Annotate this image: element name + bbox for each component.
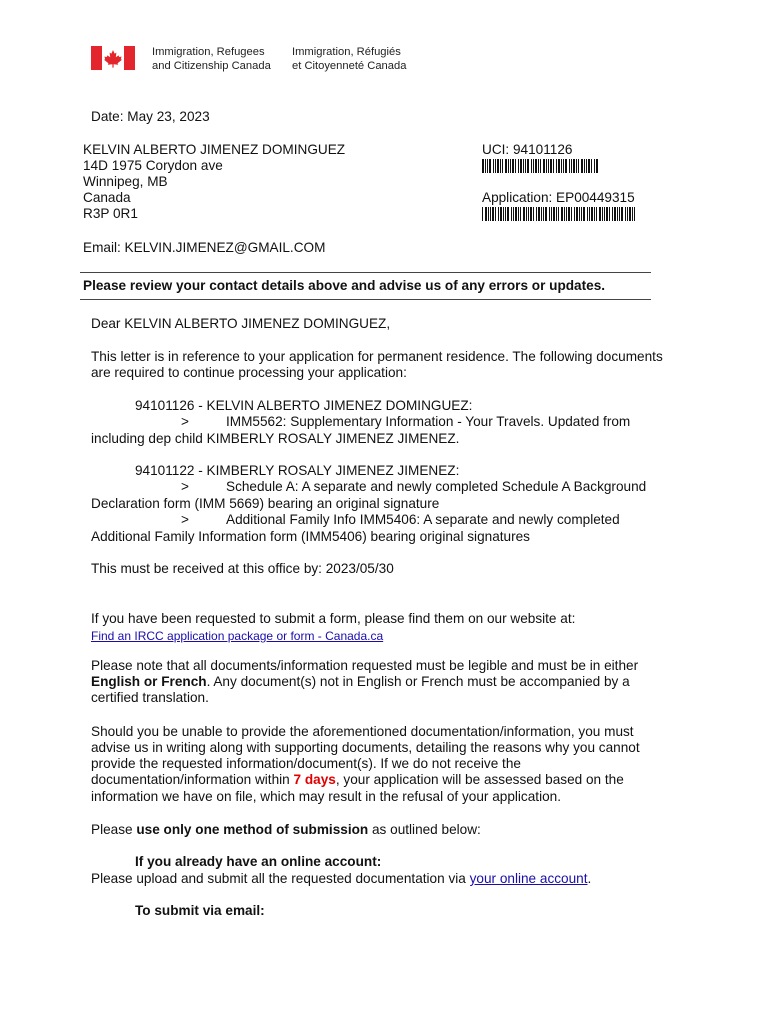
application-number: Application: EP00449315: [482, 190, 635, 205]
barcode-bar: [490, 207, 491, 221]
barcode-bar: [579, 207, 580, 221]
barcode-bar: [543, 159, 545, 173]
barcode-bar: [495, 159, 496, 173]
barcode-bar: [602, 207, 603, 221]
barcode-bar: [571, 159, 572, 173]
address-line: Winnipeg, MB: [83, 174, 168, 189]
barcode-bar: [520, 207, 521, 221]
barcode-bar: [523, 207, 525, 221]
barcode-bar: [594, 159, 595, 173]
legibility-line: certified translation.: [91, 690, 209, 705]
barcode-bar: [498, 207, 499, 221]
requested-document-cont: Declaration form (IMM 5669) bearing an original signature: [91, 496, 440, 511]
method-text: Please: [91, 822, 137, 837]
barcode-bar: [606, 207, 608, 221]
barcode-bar: [568, 207, 570, 221]
barcode-bar: [485, 159, 486, 173]
barcode-bar: [508, 159, 509, 173]
online-text: .: [587, 871, 592, 886]
barcode-bar: [485, 207, 487, 221]
barcode-bar: [540, 159, 541, 173]
barcode-bar: [530, 207, 532, 221]
person-header: 94101122 - KIMBERLY ROSALY JIMENEZ JIMENEZ:: [135, 463, 460, 478]
uci-barcode: [482, 159, 598, 173]
unable-line: [91, 772, 624, 788]
legibility-text: . Any document(s) not in English or French must be accompanied by a: [206, 674, 630, 689]
barcode-bar: [627, 207, 628, 221]
online-account-heading: If you already have an online account:: [135, 854, 382, 869]
online-account-link[interactable]: your online account: [469, 871, 588, 886]
item-marker: >: [181, 414, 189, 429]
requested-document: IMM5562: Supplementary Information - Your Travels. Updated from: [226, 414, 631, 429]
barcode-bar: [545, 207, 547, 221]
barcode-bar: [505, 207, 506, 221]
item-marker: >: [181, 512, 189, 527]
barcode-bar: [594, 207, 595, 221]
barcode-bar: [566, 207, 567, 221]
deadline: This must be received at this office by: 2023/05/30: [91, 561, 394, 576]
barcode-bar: [518, 207, 519, 221]
barcode-bar: [487, 159, 488, 173]
address-line: 14D 1975 Corydon ave: [83, 158, 223, 173]
barcode-bar: [520, 159, 522, 173]
forms-link[interactable]: Find an IRCC application package or form - Canada.ca: [91, 629, 384, 643]
address-line: Canada: [83, 190, 131, 205]
barcode-bar: [543, 207, 544, 221]
barcode-bar: [551, 207, 552, 221]
unable-line: information we have on file, which may result in the refusal of your application.: [91, 789, 561, 804]
barcode-bar: [531, 159, 532, 173]
salutation: Dear KELVIN ALBERTO JIMENEZ DOMINGUEZ,: [91, 316, 391, 331]
barcode-bar: [578, 159, 579, 173]
barcode-bar: [488, 207, 489, 221]
barcode-bar: [507, 207, 509, 221]
notice-bottom-rule: [80, 299, 651, 300]
barcode-bar: [561, 207, 563, 221]
intro-line: are required to continue processing your application:: [91, 365, 407, 380]
barcode-bar: [550, 159, 552, 173]
method-text: as outlined below:: [368, 822, 481, 837]
barcode-bar: [565, 159, 567, 173]
barcode-bar: [589, 207, 590, 221]
barcode-bar: [586, 159, 587, 173]
dept-name-en-line1: Immigration, Refugees: [152, 46, 265, 58]
forms-info: If you have been requested to submit a form, please find them on our website at:: [91, 611, 576, 626]
barcode-bar: [599, 207, 601, 221]
barcode-bar: [541, 207, 542, 221]
unable-line: provide the requested information/document(s). If we do not receive the: [91, 756, 521, 771]
unable-text: , your application will be assessed based on the: [335, 772, 624, 787]
barcode-bar: [515, 207, 517, 221]
barcode-bar: [596, 207, 597, 221]
barcode-bar: [563, 159, 564, 173]
barcode-bar: [505, 159, 507, 173]
barcode-bar: [569, 159, 570, 173]
barcode-bar: [612, 207, 613, 221]
barcode-bar: [581, 159, 583, 173]
barcode-bar: [564, 207, 565, 221]
contact-email: Email: KELVIN.JIMENEZ@GMAIL.COM: [83, 240, 326, 255]
barcode-bar: [614, 207, 616, 221]
barcode-bar: [515, 159, 516, 173]
barcode-bar: [591, 207, 593, 221]
barcode-bar: [581, 207, 582, 221]
unable-line: Should you be unable to provide the aforementioned documentation/information, you must: [91, 724, 634, 739]
barcode-bar: [619, 207, 620, 221]
barcode-bar: [527, 159, 529, 173]
barcode-bar: [629, 207, 631, 221]
legibility-line: [91, 674, 630, 690]
barcode-bar: [535, 159, 537, 173]
barcode-bar: [561, 159, 562, 173]
barcode-bar: [632, 207, 633, 221]
method-emphasis: use only one method of submission: [136, 822, 369, 837]
barcode-bar: [538, 207, 540, 221]
barcode-bar: [553, 159, 554, 173]
barcode-bar: [526, 207, 527, 221]
person-header: 94101126 - KELVIN ALBERTO JIMENEZ DOMINGUEZ:: [135, 398, 473, 413]
barcode-bar: [583, 207, 585, 221]
barcode-bar: [492, 207, 494, 221]
canada-flag-icon: [91, 46, 135, 70]
barcode-bar: [558, 159, 560, 173]
barcode-bar: [556, 159, 557, 173]
dept-name-en-line2: and Citizenship Canada: [152, 60, 271, 72]
barcode-bar: [576, 207, 578, 221]
barcode-bar: [548, 159, 549, 173]
barcode-bar: [574, 207, 575, 221]
barcode-bar: [556, 207, 557, 221]
letter-date: Date: May 23, 2023: [91, 109, 210, 124]
barcode-bar: [536, 207, 537, 221]
barcode-bar: [604, 207, 605, 221]
barcode-bar: [482, 207, 483, 221]
barcode-bar: [546, 159, 547, 173]
requested-document: Schedule A: A separate and newly completed Schedule A Background: [226, 479, 647, 494]
barcode-bar: [591, 159, 592, 173]
barcode-bar: [518, 159, 519, 173]
barcode-bar: [634, 207, 635, 221]
dept-name-fr-line2: et Citoyenneté Canada: [292, 60, 407, 72]
legibility-line: Please note that all documents/information requested must be legible and must be in either: [91, 658, 639, 673]
dept-name-fr-line1: Immigration, Réfugiés: [292, 46, 401, 58]
barcode-bar: [500, 159, 501, 173]
language-emphasis: English or French: [91, 674, 207, 689]
unable-line: advise us in writing along with supporting documents, detailing the reasons why you cannot: [91, 740, 640, 755]
application-barcode: [482, 207, 636, 221]
barcode-bar: [584, 159, 585, 173]
notice-top-rule: [80, 272, 651, 273]
barcode-bar: [497, 159, 499, 173]
barcode-bar: [596, 159, 598, 173]
address-line: R3P 0R1: [83, 206, 138, 221]
deadline-days-emphasis: 7 days: [293, 772, 336, 787]
barcode-bar: [625, 207, 626, 221]
barcode-bar: [493, 159, 494, 173]
barcode-bar: [510, 159, 511, 173]
barcode-bar: [538, 159, 539, 173]
requested-document-cont: including dep child KIMBERLY ROSALY JIMENEZ JIMENEZ.: [91, 431, 460, 446]
email-submission-heading: To submit via email:: [135, 903, 265, 918]
barcode-bar: [513, 207, 514, 221]
address-line: KELVIN ALBERTO JIMENEZ DOMINGUEZ: [83, 142, 346, 157]
requested-document: Additional Family Info IMM5406: A separate and newly completed: [226, 512, 620, 527]
online-account-line: [91, 871, 591, 887]
unable-text: documentation/information within: [91, 772, 294, 787]
barcode-bar: [523, 159, 524, 173]
barcode-bar: [549, 207, 550, 221]
barcode-bar: [500, 207, 502, 221]
barcode-bar: [576, 159, 577, 173]
barcode-bar: [621, 207, 623, 221]
online-text: Please upload and submit all the requested documentation via: [91, 871, 470, 886]
barcode-bar: [573, 159, 575, 173]
barcode-bar: [502, 159, 503, 173]
barcode-bar: [587, 207, 588, 221]
barcode-bar: [525, 159, 526, 173]
intro-line: This letter is in reference to your application for permanent residence. The following documents: [91, 349, 663, 364]
barcode-bar: [489, 159, 491, 173]
barcode-bar: [588, 159, 590, 173]
barcode-bar: [511, 207, 512, 221]
barcode-bar: [495, 207, 496, 221]
barcode-bar: [571, 207, 572, 221]
barcode-bar: [617, 207, 618, 221]
barcode-bar: [503, 207, 504, 221]
barcode-bar: [558, 207, 559, 221]
barcode-bar: [512, 159, 514, 173]
barcode-bar: [533, 207, 534, 221]
barcode-bar: [553, 207, 555, 221]
item-marker: >: [181, 479, 189, 494]
uci-number: UCI: 94101126: [482, 142, 573, 157]
barcode-bar: [609, 207, 610, 221]
barcode-bar: [533, 159, 534, 173]
barcode-bar: [482, 159, 484, 173]
barcode-bar: [528, 207, 529, 221]
contact-review-notice: Please review your contact details above and advise us of any errors or updates.: [83, 278, 606, 293]
submission-method-line: [91, 822, 481, 838]
requested-document-cont: Additional Family Information form (IMM5406) bearing original signatures: [91, 529, 530, 544]
